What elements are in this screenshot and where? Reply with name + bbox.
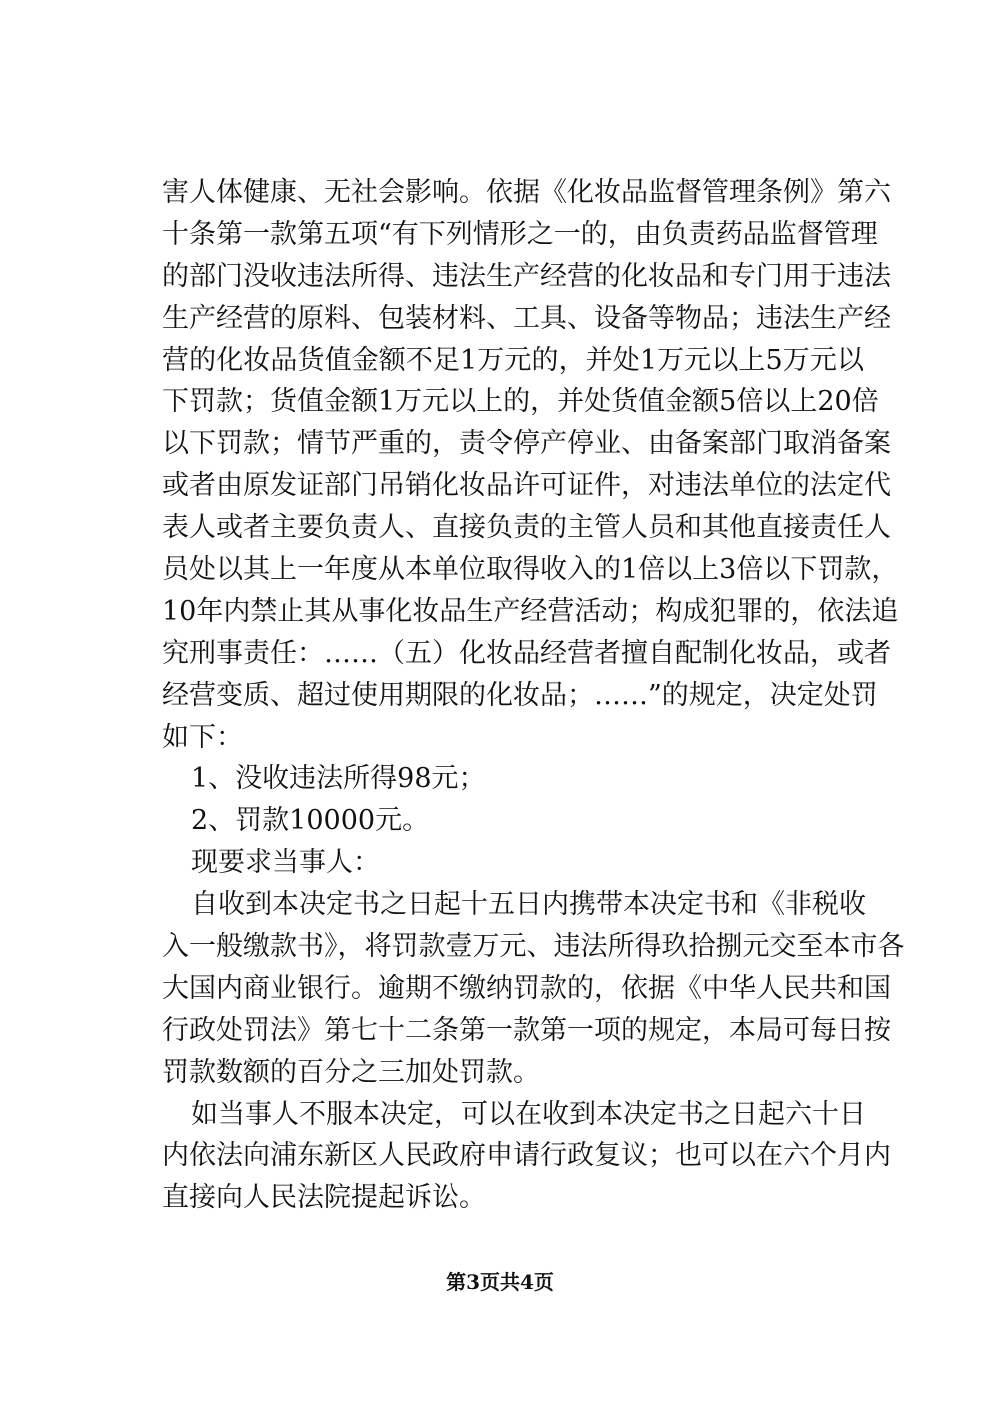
- text-line: 的部门没收违法所得、违法生产经营的化妆品和专门用于违法: [162, 260, 891, 292]
- text-line: 直接向人民法院提起诉讼。: [162, 1182, 486, 1214]
- text-line: 10年内禁止其从事化妆品生产经营活动；构成犯罪的，依法追: [162, 595, 899, 627]
- text-line: 自收到本决定书之日起十五日内携带本决定书和《非税收: [191, 889, 866, 921]
- text-line: 或者由原发证部门吊销化妆品许可证件，对违法单位的法定代: [162, 470, 891, 502]
- text-line: 害人体健康、无社会影响。依据《化妆品监督管理条例》第六: [162, 177, 891, 208]
- text-line: 经营变质、超过使用期限的化妆品；……”的规定，决定处罚: [162, 679, 878, 711]
- document-body: [162, 172, 905, 1219]
- text-line: 大国内商业银行。逾期不缴纳罚款的，依据《中华人民共和国: [162, 972, 891, 1004]
- text-line: 员处以其上一年度从本单位取得收入的1倍以上3倍以下罚款，: [162, 554, 899, 586]
- penalty-item-2: 2、罚款10000元。: [191, 805, 430, 837]
- text-line: 十条第一款第五项“有下列情形之一的，由负责药品监督管理: [162, 218, 878, 250]
- text-line: 现要求当事人：: [191, 847, 380, 879]
- text-line: 罚款数额的百分之三加处罚款。: [162, 1056, 540, 1088]
- text-line: 以下罚款；情节严重的，责令停产停业、由备案部门取消备案: [162, 428, 891, 460]
- text-line: 下罚款；货值金额1万元以上的，并处货值金额5倍以上20倍: [162, 386, 879, 418]
- text-line: 表人或者主要负责人、直接负责的主管人员和其他直接责任人: [162, 512, 891, 544]
- text-line: 入一般缴款书》，将罚款壹万元、违法所得玖拾捌元交至本市各: [162, 931, 905, 963]
- text-line: 营的化妆品货值金额不足1万元的，并处1万元以上5万元以: [162, 344, 864, 376]
- text-line: 如下：: [162, 721, 243, 753]
- page-number: 第3页共4页: [446, 1270, 554, 1294]
- text-line: 究刑事责任：……（五）化妆品经营者擅自配制化妆品，或者: [162, 637, 891, 669]
- text-line: 生产经营的原料、包装材料、工具、设备等物品；违法生产经: [162, 302, 891, 334]
- text-line: 行政处罚法》第七十二条第一款第一项的规定，本局可每日按: [162, 1014, 891, 1046]
- penalty-item-1: 1、没收违法所得98元；: [191, 763, 486, 795]
- text-line: 如当事人不服本决定，可以在收到本决定书之日起六十日: [191, 1098, 866, 1130]
- text-line: 内依法向浦东新区人民政府申请行政复议；也可以在六个月内: [162, 1140, 891, 1172]
